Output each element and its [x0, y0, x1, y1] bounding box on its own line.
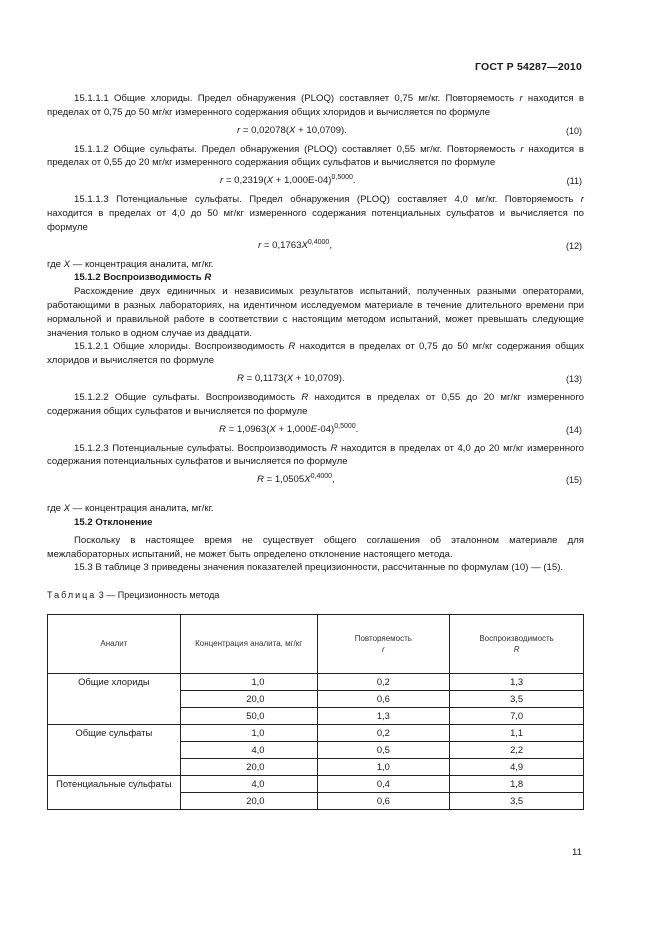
- page-content: [47, 92, 584, 810]
- formula-11: [47, 173, 584, 189]
- formula-10-number: (10): [565, 125, 582, 136]
- table-row: [48, 742, 584, 759]
- cell-concentration: 4,0: [180, 742, 317, 759]
- formula-15: [47, 472, 584, 488]
- cell-analyte: [48, 793, 181, 810]
- page-number: 11: [572, 847, 582, 858]
- clause-15-1-2-3: 15.1.2.3 Потенциальные сульфаты. Воспроизводимость R находится в пределах от 4,0 до 20 мг/кг измеренного содержания потенциальных сульфатов и вычисляется по формуле: [47, 442, 584, 468]
- standard-header: ГОСТ Р 54287—2010: [474, 61, 582, 73]
- cell-concentration: 50,0: [180, 707, 317, 724]
- paragraph-reproducibility: Расхождение двух единичных и независимых результатов испытаний, полученных разными операторами, работающими в разных лабораториях, на идентичном исследуемом материале в течение длительного времени при нормальной и правильной работе в соответствии с настоящим методом испытаний, может превышать следующие значения только в одном случае из двадцати.: [47, 286, 584, 339]
- formula-14-expression: $R = 1,0963(X + 1,000E-04)^{0,5000}$.: [219, 422, 359, 435]
- cell-analyte: Общие сульфаты: [48, 724, 181, 741]
- cell-reproducibility: 1,3: [450, 673, 584, 690]
- cell-reproducibility: 7,0: [450, 707, 584, 724]
- formula-11-number: (11): [566, 176, 582, 187]
- formula-12-number: (12): [565, 240, 582, 251]
- table-row: [48, 724, 584, 741]
- clause-15-1-1-3: 15.1.1.3 Потенциальные сульфаты. Предел обнаружения (PLOQ) составляет 4,0 мг/кг. Повторяемость r находится в пределах от 4,0 до 50 мг/кг измеренного содержания потенциальных сульфатов и вычисляется по формуле: [47, 194, 584, 233]
- cell-repeatability: 1,0: [317, 758, 450, 775]
- cell-concentration: 20,0: [180, 793, 317, 810]
- cell-repeatability: 0,6: [317, 793, 450, 810]
- cell-concentration: 4,0: [180, 776, 317, 793]
- clause-15-1-2-1: 15.1.2.1 Общие хлориды. Воспроизводимость R находится в пределах от 0,75 до 50 мг/кг содержания общих хлоридов и вычисляется по формуле: [47, 341, 584, 367]
- header-repeatability: Повторяемость r: [317, 614, 450, 673]
- formula-12: [47, 238, 584, 254]
- cell-concentration: 20,0: [180, 691, 317, 708]
- formula-14: [47, 422, 584, 438]
- where-note-1: где X — концентрация аналита, мг/кг.: [47, 258, 214, 270]
- formula-12-expression: $r = 0,1763X^{0,4000}$,: [258, 238, 332, 251]
- table-body: [48, 673, 584, 810]
- cell-repeatability: 0,2: [317, 673, 450, 690]
- cell-reproducibility: 1,8: [450, 776, 584, 793]
- heading-15-2: 15.2 Отклонение: [74, 516, 153, 528]
- cell-reproducibility: 3,5: [450, 793, 584, 810]
- formula-14-number: (14): [565, 424, 582, 435]
- cell-analyte: Потенциальные сульфаты: [48, 776, 181, 793]
- cell-repeatability: 0,5: [317, 742, 450, 759]
- header-reproducibility: Воспроизводимость R: [450, 614, 584, 673]
- table-row: [48, 758, 584, 775]
- formula-13: [47, 371, 584, 387]
- precision-table: [47, 614, 584, 811]
- clause-15-1-2-2: 15.1.2.2 Общие сульфаты. Воспроизводимость R находится в пределах от 0,55 до 20 мг/кг измеренного содержания общих сульфатов и вычисляется по формуле: [47, 391, 585, 417]
- table-header-row: [48, 614, 584, 673]
- table-row: [48, 776, 584, 793]
- cell-concentration: 20,0: [180, 758, 317, 775]
- cell-analyte: Общие хлориды: [48, 673, 181, 690]
- cell-repeatability: 0,2: [317, 724, 450, 741]
- cell-reproducibility: 1,1: [450, 724, 584, 741]
- formula-13-expression: R = 0,1173(X + 10,0709).: [237, 372, 345, 384]
- clause-15-3: 15.3 В таблице 3 приведены значения показателей прецизионности, рассчитанные по формулам (10) — (15).: [74, 562, 564, 574]
- cell-repeatability: 0,4: [317, 776, 450, 793]
- paragraph-deviation: Поскольку в настоящее время не существует общего соглашения об эталонном материале для межлабораторных испытаний, не может быть определено отклонение настоящего метода.: [47, 534, 584, 560]
- cell-repeatability: 1,3: [317, 707, 450, 724]
- cell-analyte: [48, 707, 181, 724]
- formula-15-expression: $R = 1,0505X^{0,4000}$,: [257, 473, 335, 486]
- heading-15-1-2: 15.1.2 Воспроизводимость R: [74, 272, 212, 284]
- cell-reproducibility: 2,2: [450, 742, 584, 759]
- where-note-2: где X — концентрация аналита, мг/кг.: [47, 503, 214, 515]
- table-row: [48, 691, 584, 708]
- formula-11-expression: $r = 0,2319(X + 1,000E-04)^{0,5000}$.: [220, 174, 356, 187]
- table-row: [48, 707, 584, 724]
- cell-analyte: [48, 758, 181, 775]
- clause-15-1-1-1: 15.1.1.1 Общие хлориды. Предел обнаружения (PLOQ) составляет 0,75 мг/кг. Повторяемость r находится в пределах от 0,75 до 50 мг/кг измеренного содержания общих хлоридов и вычисляется по формуле: [47, 93, 584, 118]
- table-row: [48, 793, 584, 810]
- cell-reproducibility: 3,5: [450, 691, 584, 708]
- cell-concentration: 1,0: [180, 724, 317, 741]
- cell-reproducibility: 4,9: [450, 758, 584, 775]
- table-caption: Таблица 3 — Прецизионность метода: [47, 590, 220, 601]
- cell-analyte: [48, 742, 181, 759]
- formula-13-number: (13): [565, 373, 582, 384]
- formula-10: [47, 123, 584, 139]
- header-concentration: Концентрация аналита, мг/кг: [180, 614, 317, 673]
- cell-concentration: 1,0: [180, 673, 317, 690]
- table-row: [48, 673, 584, 690]
- cell-analyte: [48, 691, 181, 708]
- header-analyte: Аналит: [48, 614, 181, 673]
- clause-15-1-1-2: 15.1.1.2 Общие сульфаты. Предел обнаружения (PLOQ) составляет 0,55 мг/кг. Повторяемость r находится в пределах от 0,55 до 20 мг/кг измеренного содержания общих сульфатов и вычисляется по формуле: [47, 143, 584, 169]
- cell-repeatability: 0,6: [317, 691, 450, 708]
- formula-15-number: (15): [565, 475, 582, 486]
- formula-10-expression: r = 0,02078(X + 10,0709).: [237, 124, 347, 136]
